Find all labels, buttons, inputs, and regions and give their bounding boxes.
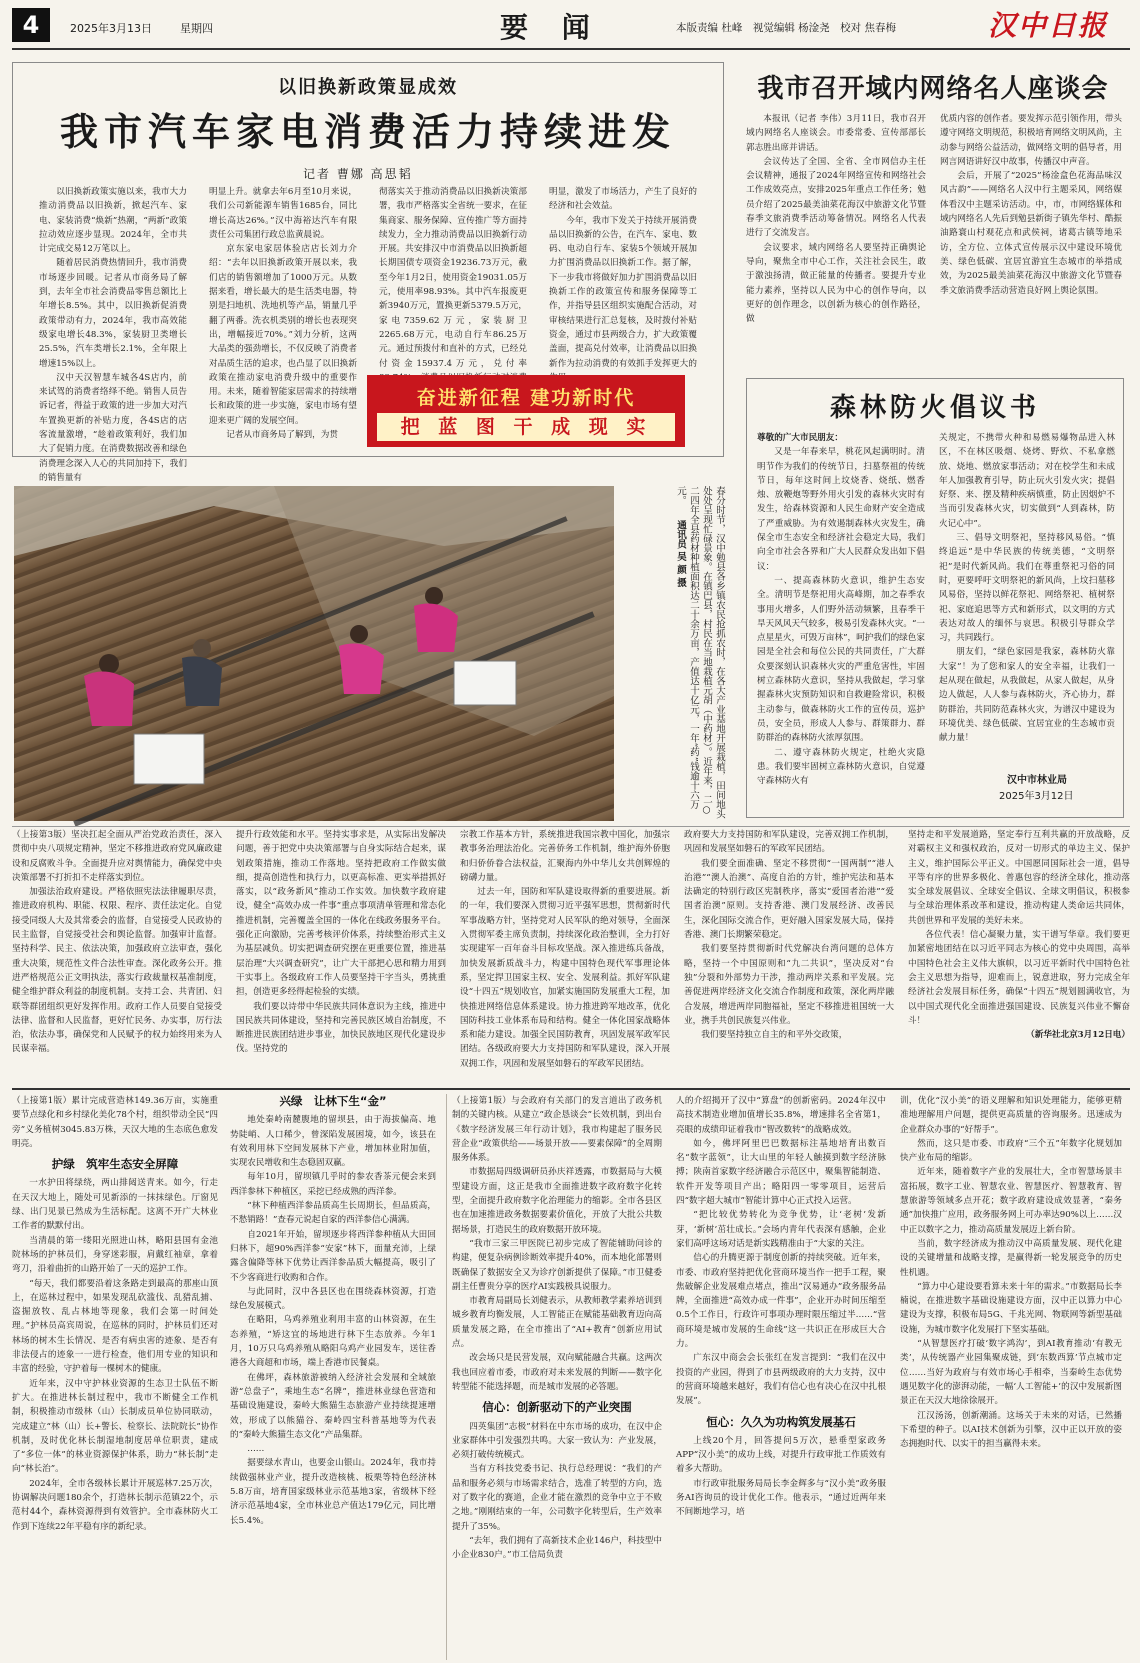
editor-credits: 本版责编 杜峰 视觉编辑 杨淦尧 校对 焦春梅 xyxy=(676,22,897,34)
forum-article xyxy=(736,62,1130,372)
econ-col-1: （上接第1版）与会政府有关部门的发言道出了政务机制的关键内核。从建立“政企恳谈会”长效机制，到出台《数字经济发展三年行动计划》，我市构建起了服务民营企业“政策供给——场景开放——要素保障”的全周期服务体系。 市数据局四级调研员孙庆祥透露，市数据局与大模型建设方面，这正是我市全面推进数字政府数字化转型，全面提升政府数字化治理能力的缩影。全市各县区也在加速推进政务数据要素价值化，开放了大批公共数据场景，打造民生的政府数据开放环境。 “我市三家三甲医院已初步完成了智能辅助问诊的构建，便复杂病例诊断效率提升40%，而本地化部署则既确保了数据安全又为诊疗创新提供了保障。”市卫健委副主任曹贵分享的医疗AI实践极具说服力。 市教育局副局长刘健表示，从教师教学素养培训到城乡教育均衡发展，人工智能正在赋能基础教育迈向高质量发展之路，在全市推出了“AI+教育”创新应用试点。 改会场只是民营发展，双向赋能融合共赢。这两次我也回应着市委，市政府对未来发展的判断——数字化转型能不能选择题，而是城市发展的必答题。 信心：创新驱动下的产业突围 四英集团“志极”材料在中东市场的成功，在汉中企业家群体中引发强烈共鸣。大家一致认为：产业发展，必须打破传统模式。 当有方科技党委书记、执行总经理说：“我们的产品和服务必须与市场需求结合，选准了转型的方向，选对了数字化的赛道，企业才能在激烈的竞争中立于不败之地。”刚刚结束的一年，公司数字化转型后，生产效率提升了35%。 “去年，我们拥有了高新技术企业146户，科技型中小企业830户。”市工信局负责 xyxy=(452,1096,662,1561)
econ-subhead-confidence: 信心：创新驱动下的产业突围 xyxy=(482,1400,632,1415)
forest-subhead-protect: 护绿 筑牢生态安全屏障 xyxy=(51,1157,179,1172)
mid-rule xyxy=(12,826,1130,827)
lead-col-2: 明显上升。就拿去年6月至10月来说，我们公司新能源车销售1685台，同比增长高达26%。”汉中海裕达汽车有限责任公司集团行政总监黄晨说。 京东家电家居体验店店长刘力介绍：“去年以旧换新政策开展以来，我们店的销售额增加了1000万元。从数据来看，增长最大的是生活类电器，特别是扫地机、洗地机等产品，销量几乎翻了两番。洗衣机类别的增长也表现突出，增幅接近70%。”刘力分析，这两大品类的强劲增长，不仅反映了消费者对品质生活的追求，也凸显了以旧换新政策在推动家电消费升级中的重要作用。未来，随着智能家居需求的持续增长和政策的进一步实施，家电市场有望迎来更广阔的发展空间。 记者从市商务局了解到，为贯 xyxy=(209,187,357,441)
lead-col-4: 明显，激发了市场活力，产生了良好的经济和社会效益。 今年，我市下发关于持续开展消费品以旧换新的公告，在汽车、家电、数码、电动自行车、家装5个领域开展加力扩围消费品以旧换新工作。据了解，下一步我市将做好加力扩围消费品以旧换新工作的政策宣传和服务保障等工作，并指导县区组织实施配合活动，对审核结果进行汇总复核，及时拨付补贴资金，通过市县两级合力，扩大政策覆盖面，提高兑付效率，让消费品以旧换新作为拉动消费的有效抓手发挥更大的 xyxy=(549,187,697,369)
seedling-crate-2 xyxy=(454,661,516,705)
farm-scene-illustration xyxy=(14,486,614,821)
lead-headline: 我市汽车家电消费活力持续进发 xyxy=(59,110,676,154)
report-col-3: 宗教工作基本方针，系统推进我国宗教中国化，加强宗教事务治理法治化。完善侨务工作机制，维护海外侨胞和归侨侨眷合法权益，汇聚海内外中华儿女共创辉煌的磅礴力量。 过去一年，国防和军队建设取得新的重要进展。新的一年，我们要深入贯彻习近平强军思想，贯彻新时代军事战略方针，坚持党对人民军队的绝对领导，全面深入贯彻军委主席负责制，持续深化政治整训，全力打好实现建军一百年奋斗目标攻坚战。深入推进练兵备战，加快发展新质战斗力，构建中国特色现代军事理论体系，坚定捍卫国家主权、安全、发展利益。抓好军队建设“十四五”规划收官，加紧实施国防发展重大工程，加快推进网络信息体系建设。协力推进跨军地改革，优化国防科技工业体系布局和结构。健全一体化国家战略体系和能力建设。加强全民国防教育，巩固发展军政军民团结。各级政府要大力支持国防和军队建设，深入开展双拥工作，巩固和发展坚如磐石的军政军民团结。 xyxy=(460,830,670,1069)
masthead xyxy=(0,0,1140,60)
issue-weekday: 星期四 xyxy=(180,22,213,35)
fire-col-1: 尊敬的广大市民朋友： 又是一年春来早，桃花风起满明时。清明节作为我们的传统节日，扫墓祭祖的传统节日，每年这时间上坟烧香、烧纸、燃香烛、放鞭炮等野外用火引发的森林火灾时有发生，给森林资源和人民生命财产安全造成了严重威胁。为有效遏制森林火灾发生，确保全市生态安全和经济社会稳定大局，我们向全市社会各界和广大人民群众发出如下倡议： 一、提高森林防火意识，维护生态安全。清明节是祭祀用火高峰期，加之春季农事用火增多，人们野外活动频繁，且春季干旱天风风天气较多，极易引发森林火灾。“一点星星火，可毁万亩林”，呵护我们的绿色家园是全社会和每位公民的共同责任，广大群众要深刻认识森林火灾的严重危害性，牢固树立森林防火意识，坚持从我做起，学习掌握森林火灾预防知识和自救避险常识，积极主动参与，做森林防火工作的宣传员，巡护员，安全员，形成人人参与、群策群力、群防群治的森林防火浓厚氛围。 二、遵守森林防火规定，杜绝火灾隐患。我们要牢固树立森林防火意识，自觉遵守森林防火有 xyxy=(757,433,925,787)
econ-col-3: 训，优化“汉小美”的语义理解和知识处理能力，能够更精准地理解用户问题，提供更高质量的咨询服务。迅速成为企业群众办事的“好帮手”。 然而，这只是市委、市政府“三个五”年数字化规划加快产业布局的缩影。 近年来，随着数字产业的发展壮大，全市智慧场景丰富拓展，数字工业、智慧农业、智慧医疗、智慧教育、智慧旅游等领域多点开花；数字政府建设成效显著，“秦务通”加快推广应用，政务服务网上可办率达90%以上……汉中正以数字之力，推动高质量发展迈上新台阶。 当前，数字经济成为推动汉中高质量发展、现代化建设的关键增量和战略支撑，是赢得新一轮发展竞争的历史性机遇。 “算力中心建设要看算未来十年的需求。”市数据局长李楠说，在推进数字基础设施建设方面，汉中正以算力中心建设为支撑，积极布局5G、千兆光网、物联网等新型基础设施，为城市数字化发展打下坚实基础。 “从智慧医疗打破‘数字鸿沟’，到AI教育推动‘有教无类’，从传统器产业园集聚成链，到‘东数西算’节点城市定位……当好为政府与有效市场心手相牵，当秦岭生态优势遇见数字化的澎湃动能，一幅‘人工智能+’的汉中发展新图景正在天汉大地徐徐展开。 江汉汤汤，创新潮涌。这场关于未来的对话，已然播下希望的种子。以AI技术创新为引擎，汉中正以开放的姿态拥抱时代、以实干的担当赢得未来。 xyxy=(900,1096,1122,1450)
masthead-rule xyxy=(12,48,1130,50)
econ-subhead-perseverance: 恒心：久久为功构筑发展基石 xyxy=(706,1414,856,1429)
lead-kicker: 以旧换新政策显成效 xyxy=(278,77,458,98)
forest-col-1: （上接第1版）累计完成营造林149.36万亩，实施重要节点绿化和乡村绿化美化78个村，组织带动全民“四旁”义务植树3045.83万株，天汉大地的生态底色愈发明亮。 护绿 筑牢生态安全屏障 一水护田将绿绕，两山排闼送青来。如今，行走在天汉大地上，随处可见新添的一抹抹绿色。厅窗见绿、出门见景已然成为生活标配。这离不开广大林业工作者的默默付出。 当清晨的第一缕阳光照进山林，略阳县国有金池院林场的护林员们，身穿迷彩服，肩戴红袖章，拿着弯刀，沿着曲折的山路开始了一天的巡护工作。 “每天，我们都要沿着这条路走到最高的那座山顶上，在巡林过程中，如果发现乱砍滥伐、乱猎乱捕、盗掘放牧、乱占林地等现象，我们会第一时间处理。”护林员高宾周说，在巡林的同时，护林员们还对林场的树木生长情况、是否有病虫害的迹象、是否有非法侵占的迹象一一进行检查，他们用专业的知识和丰富的经验，守护着每一棵树木的健康。 近年来，汉中守护林业资源的生态卫士队伍不断扩大。在推进林长制过程中，我市不断健全工作机制，积极推动市级林（山）长制成员单位协同联动，完成建立“林（山）长+警长、检察长、法院院长”协作机制，及时优化林长制湿地制度居单位职责，建成了“多位一体”的林业资源保护体系，助力“林长制”走向“林长治”。 2024年，全市各级林长累计开展巡林7.25万次，协调解决问题180余个，打造林长制示范镇22个，示范村44个，森林资源得到有效管护。全市森林防火工作到下连续22年平稳有序的新纪录。 xyxy=(12,1096,218,1532)
campaign-banner xyxy=(367,375,685,447)
fire-signature-org: 汉中市林业局 xyxy=(1007,775,1067,786)
forum-col-2: 优质内容的创作者。要发挥示范引领作用，带头遵守网络文明规范，积极培育网络文明风尚，主动参与网络公益活动，做网络文明的倡导者，用网言网语讲好汉中故事，传播汉中声音。 会后，开展了“2025”杨淦盒色花海品味汉风古韵”——网络名人汉中行主题采风，网络媒体看汉中主题采访活动。中，市，市网络媒体和域内网络名人先后到勉县新街子镇先华村、酷振油路寰山村观花点和武侯祠，诸葛古镇等地采访，全方位、立体式宣传展示汉中建设环境优美、绿色低碳、宜居宜游宜生态城市的举措成效，为2025最美油菜花海汉中旅游文化节暨春季文旅消费季活动营造良好网上舆论氛围。 xyxy=(940,114,1122,296)
digital-economy-article xyxy=(452,1094,1130,1662)
lower-divider xyxy=(446,1094,447,1660)
fire-proposal xyxy=(746,378,1124,818)
seedling-crate-1 xyxy=(134,734,204,784)
report-col-4: 政府要大力支持国防和军队建设，完善双拥工作机制，巩固和发展坚如磐石的军政军民团结。 我们要全面准确、坚定不移贯彻“一国两制”“港人治港”“澳人治澳”、高度自治的方针，维护宪法和基本法确定的特别行政区宪制秩序，落实“爱国者治港”“爱国者治澳”原则。支持香港、澳门发展经济、改善民生，深化国际交流合作，更好融入国家发展大局，保持香港、澳门长期繁荣稳定。 我们要坚持贯彻新时代党解决台湾问题的总体方略，坚持一个中国原则和“九二共识”，坚决反对“台独”分裂和外部势力干涉，推动两岸关系和平发展。完善促进两岸经济文化交流合作制度和政策，深化两岸融合发展，增进两岸同胞福祉，坚定不移推进祖国统一大业，携手共创民族复兴伟业。 我们要坚持独立自主的和平外交政策， xyxy=(684,830,894,1041)
lead-article xyxy=(12,62,724,483)
government-report xyxy=(12,828,1130,1068)
lead-col-3: 彻落实关于推动消费品以旧换新决策部署，我市严格落实全省统一要求，在征集商家、服务保障、宣传推广等方面持续发力，全力推动消费品以旧换新行动开展。共安排汉中市消费品以旧换新超长期国债专项资金19236.73万元，截至今年1月2日，使用资金19031.05万元，使用率98.93%。其中汽车报废更新3940万元，置换更新5379.5万元，家电7359.62万元，家装厨卫2265.68万元，电动自行车86.25万元。通过预拨付和直补的方式，已经兑付资金15937.4万元，兑付率 xyxy=(379,187,527,369)
report-col-5: 坚持走和平发展道路，坚定奉行互利共赢的开放战略，反对霸权主义和强权政治，反对一切形式的单边主义、保护主义，维护国际公平正义。中国愿同国际社会一道，倡导平等有序的世界多极化、普惠包容的经济全球化，推动落实全球发展倡议、全球安全倡议、全球文明倡议，积极参与全球治理体系改革和建设，推动构建人类命运共同体，共创世界和平发展的美好未来。 各位代表！信心凝聚力量，实干谱写华章。我们要更加紧密地团结在以习近平同志为核心的党中央周围，高举中国特色社会主义伟大旗帜，以习近平新时代中国特色社会主义思想为指导，迎难而上，锐意进取，努力完成全年经济社会发展目标任务，确保“十四五”规划圆满收官，为以中国式现代化全面推进强国建设、民族复兴伟业不懈奋斗！ （新华社北京3月12日电） xyxy=(908,830,1130,1041)
forest-col-2: 兴绿 让林下生“金” 地处秦岭南麓腹地的留坝县，由于海拔偏高、地势陡峭、人口稀少，曾深陷发展困境，如今，该县在有效利用林下空间发展林下产业，增加林业附加值，实现农民增收和生态稳固双赢。 每年10月，留坝镇几乎时的参农香茶元便会来到西洋参林下种植区，采挖已经成熟的西洋参。 “林下种植西洋参品质高生长周期长，但品质高，不愁销路！”查春元说起自家的西洋参信心满满。 自2021年开始，留坝逐步将西洋参种植从大田回归林下，超90%西洋参“安家”林下，面量充沛，上绿露含偏降等林下优势让西洋参品质大幅提高，吸引了不少客商进行收购和合作。 与此同时，汉中各县区也在围绕森林资源，打造绿色发展模式。 在略阳，乌鸡养殖业利用丰富的山林资源，在生态养殖，“矫这宜的场地进行林下生态放养。今年1月，10万只乌鸡养殖从略阳乌鸡产业园发车，送往香港各大商超和市场，端上香港市民餐桌。 在佛坪，森林旅游被纳入经济社会发展和全域旅游“总盘子”，乘地生态“名牌”，推进林业绿色营造和基础设施建设，秦岭大熊猫生态旅游产业持续提速增效，形成了以熊猫谷、秦岭四宝科普基地等为代表的“秦岭大熊猫生态文化”产品集群。 …… 据要绿水青山，也要金山银山。2024年，我市持续做强林业产业，提升改造核桃、板栗等特色经济林5.8万亩，培育国家级林业示范基地3家，省级林下经济示范基地4家，全市林业总产值达179亿元，同比增长5.4%。 xyxy=(230,1094,436,1526)
issue-date: 2025年3月13日 xyxy=(70,22,152,35)
fire-title: 森林防火倡议书 xyxy=(829,393,1040,423)
campaign-banner-line-2: 把 蓝 图 干 成 现 实 xyxy=(377,413,675,441)
forest-subhead-grow: 兴绿 让林下生“金” xyxy=(279,1094,387,1108)
paper-logo: 汉中日报 xyxy=(988,9,1109,42)
field-planting-photo xyxy=(14,486,614,821)
campaign-banner-line-1: 奋进新征程 建功新时代 xyxy=(416,387,636,409)
lead-col-1: 以旧换新政策实施以来，我市大力推动消费品以旧换新，掀起汽车、家电、家装消费“焕新”热潮，“两新”政策拉动效应逐步显现。2024年，全市共计完成交易12万笔以上。 随着居民消费热情回升，我市消费市场逐步回暖。记者从市商务局了解到，去年全市社会消费品零售总额比上年增长8.5%。其中，以旧换新促消费政策带动有力，2024年，我市高效能级家电增长48.3%，家装厨卫类增长25.5%，汽车类增长2.1%，全年限上增速15%以上。 汉中天汉智慧车城各4S店内，前来试驾的消费者络绎不绝。销售人员告诉记者，得益于政策的进一步加大对汽车置换更新的补贴力度，各4S店的店客流量激增，“趁着政策利好，我们加大了促销力度。在消费数据改善和绿色消费理念深入人心的共同加持下，我们的销售量有 xyxy=(39,187,187,483)
econ-col-2: 人的介绍揭开了汉中“算盘”的创新密码。2024年汉中高技术制造业增加值增长35.8%，增速排名全省第1，亮眼的成绩印证着我市“智改数转”的战略成效。 如今，佛坪阿里巴巴数据标注基地培育出数百名“数字蓝领”，让大山里的年轻人触摸到数字经济脉搏；陕南首家数字经济融合示范区中，聚集智能制造、软件开发等项目产出；略阳四一零零项目，运营后四“数字超大城市”智能计算中心正式投入运营。 “把比较优势转化为竞争优势，让‘老树’发新芽，‘新树’茁壮成长。”会场内青年代表深有感触，企业家们高呼这场对话是新实践精准由于“大家的关注。 信心的升腾更源于制度创新的持续突破。近年来，市委、市政府坚持把优化营商环境当作一把手工程，聚焦破解企业发展难点堵点，推出“汉易通办”政务服务品牌，全面推进“高效办成一件事”，企业开办时间压缩至0.5个工作日，行政许可事项办理时限压缩过半……“营商环境是城市发展的生命线”这一共识正在形成巨大合力。 广东汉中商会会长张红在发言提到：“我们在汉中投资的产业园，得到了市县两级政府的大力支持，汉中的营商环境越来越好，我们有信心也有决心在汉中扎根发展”。 恒心：久久为功构筑发展基石 上线20个月，回答提问5万次，悬垂型家政务APP“汉小美”的成功上线，对提升行政审批工作质效有着多大帮助。 市行政审批服务局局长李金辉多与“汉小美”政务服务AI咨询员的设计优化工作。他表示，“通过近两年来不间断地学习，培 xyxy=(676,1096,886,1518)
page-number-badge: 4 xyxy=(12,8,50,42)
lead-byline: 记者 曹娜 高思韬 xyxy=(303,167,413,181)
photo-caption: 春分时节，汉中勉县各乡镇农民抢抓农时，在各大产业基地开展栽植，田间地头处处呈现忙碌景象。在镇巴县，村民在当地栽植元胡（中药材）。近年来，二○二四年全县药材种植面积达二十余万亩，产值达十亿元，一年“药”钱逾十六万元。 通讯员 吴 颜 摄 xyxy=(675,486,725,819)
report-col-1: （上接第3版）坚决扛起全面从严治党政治责任，深入贯彻中央八项规定精神，坚定不移推进政府党风廉政建设和反腐败斗争。全面提升应对舆情能力，确保党中央决策部署不打折扣不走样落实到位。 加强法治政府建设。严格依照宪法法律履职尽责，推进政府机构、职能、权限、程序、责任法定化。自觉接受同级人大及其常委会的监督，自觉接受人民政协的民主监督，自觉接受社会和舆论监督。加强审计监督。坚持科学、民主、依法决策，加强政府立法审查，强化重大决策，规范性文件合法性审查。深化政务公开。推进严格规范公正文明执法，落实行政裁量权基准制度，健全维护群众利益的制度机制。支持工会、共青团、妇联等群团组织更好发挥作用。政府工作人员要自觉接受法律、监督和人民监督，更好忙民务、办实事，厉行法治，依法办事，确保党和人民赋予的权力始终用来为人民谋幸福。 xyxy=(12,830,222,1055)
report-col-2: 提升行政效能和水平。坚持实事求是，从实际出发解决问题，善于把党中央决策部署与自身实际结合起来，谋划政策措施，推动工作落地。坚持把政府工作做实做细，提高创造性和执行力，以更高标准、更实举措抓好落实，以“政务新风”推动工作实效。加快数字政府建设，健全“高效办成一件事”重点事项清单管理和常态化推进机制，完善覆盖全国的一体化在线政务服务平台。强化正向激励，完善考核评价体系，持续整治形式主义为基层减负。切实把调查研究摆在更重要位置，推进基层治理“大兴调查研究”，让广大干部把心思和精力用到干实事上。各级政府工作人员要坚持干字当头，勇挑重担，创造更多经得起检验的实绩。 我们要以诗带中华民族共同体意识为主线，推进中国民族共同体建设，坚持和完善民族区域自治制度，不断推进民族团结进步事业，加快民族地区现代化建设步伐。坚持党的 xyxy=(236,830,446,1055)
section-title: 要 闻 xyxy=(500,11,602,44)
fire-signature-date: 2025年3月12日 xyxy=(999,791,1074,802)
forest-article xyxy=(12,1094,442,1662)
lower-rule xyxy=(12,1088,1130,1090)
forum-col-1: 本报讯（记者 李伟）3月11日，我市召开域内网络名人座谈会。市委常委、宣传部部长郭志胜出席并讲话。 会议传达了全国、全省、全市网信办主任会议精神，通报了2024年网络宣传和网络社会工作成效亮点，安排2025年重点工作任务；勉员介绍了2025最美油菜花海汉中旅游文化节暨春季文旅消费季活动筹备情况。网络名人代表进行了交流发言。 会议要求，域内网络名人要坚持正确舆论导向，聚焦全市中心工作，关注社会民生，敢于激浊扬清，做正能量的传播者。要提升专业能力素养，坚持以人民为中心的创作导向，以更好的创作理念，以创新为核心的创作路径，做 xyxy=(746,114,926,325)
forum-headline: 我市召开域内网络名人座谈会 xyxy=(757,74,1109,104)
fire-col-2: 关规定，不携带火种和易燃易爆物品进入林区，不在林区吸烟、烧烤、野炊、不私拿燃放、烧地、燃放家事活动；对在校学生和未成年人加强教育引导，防止玩火引发火灾；提倡好祭、来、摆及精种疾病慎重，防止因烟炉不当而引发森林火灾，切实做到“人到森林，防火记心中”。 三、倡导文明祭祀，坚持移风易俗。“慎终追远”是中华民族的传统美德，“文明祭祀”是时代新风尚。我们在尊重祭祀习俗的同时，更要呼吁文明祭祀的新风尚，上坟扫墓移风易俗，坚持以鲜花祭祀、网络祭祀、植树祭祀、家庭追思等方式和新形式，以文明的方式表达对故人的缅怀与哀思。积极引导群众学习，共同践行。 朋友们，“绿色家园是我家，森林防火靠大家”！为了您和家人的安全幸福，让我们一起从现在做起，从我做起，从家人做起，从身边人做起，人人参与森林防火，齐心协力，群防群治，共同防范森林火灾，为谱汉中建设为环境优美、绿色低碳、宜居宜业的生态城市贡献力量！ xyxy=(939,433,1115,744)
